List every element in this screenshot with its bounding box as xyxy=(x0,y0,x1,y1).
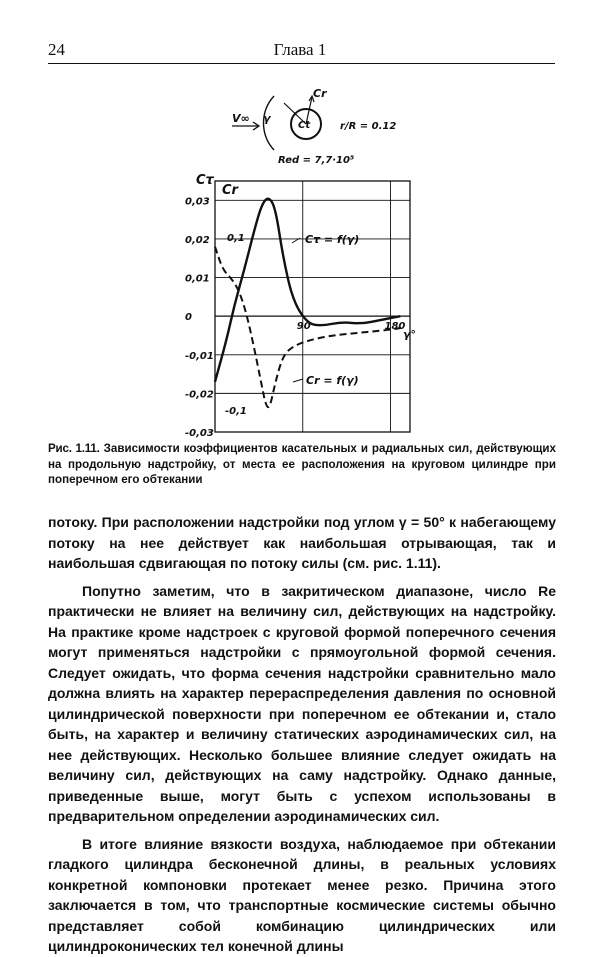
annotation-cr: Cr = f(γ) xyxy=(306,374,359,387)
y-tick-label: -0,03 xyxy=(185,428,214,439)
figure-caption xyxy=(48,441,556,488)
y-tick-label: 0,03 xyxy=(185,196,210,208)
gamma-label: γ xyxy=(263,112,271,125)
y-tick-label: -0,02 xyxy=(185,389,214,401)
paragraph-1: потоку. При расположении надстройки под углом γ = 50° к набегающему потоку на нее действует как наибольшая отрывающая, так и наибольшая сдвигающая по потоку силы (см. рис. 1.11). xyxy=(48,514,556,571)
body-text xyxy=(48,512,556,957)
y-tick-label: -0,01 xyxy=(185,350,214,362)
y-tick-label: 0 xyxy=(185,312,192,324)
ratio-label: r/R = 0.12 xyxy=(340,121,397,132)
x-tick-label: 90 xyxy=(296,321,311,333)
y-tick-label: 0,01 xyxy=(185,273,210,285)
secondary-tick-plus: 0,1 xyxy=(227,233,245,244)
secondary-tick-minus: -0,1 xyxy=(225,406,247,417)
coefficient-chart xyxy=(185,173,416,439)
y-axis-label-cr: Cr xyxy=(222,183,238,198)
cr-label: Cr xyxy=(313,87,327,100)
y-axis-label-ct: Cτ xyxy=(196,173,214,188)
paragraph-3: В итоге влияние вязкости воздуха, наблюдаемое при обтекании гладкого цилиндра бесконечной длины, в реальных условиях конкретной компоновки протекает менее резко. Причина этого заключается в том, что транспортные космические системы обычно представляет собой комбинацию цилиндрических или цилиндроконических тел конечной длины xyxy=(48,835,556,954)
y-tick-label: 0,02 xyxy=(185,234,210,246)
page-number: 24 xyxy=(48,40,65,59)
x-tick-label: 180 xyxy=(384,321,406,333)
y-tick-labels xyxy=(185,196,214,439)
inset-schematic xyxy=(232,87,396,166)
caption-label: Рис. 1.11. xyxy=(48,442,100,455)
annotation-leader-cr xyxy=(293,379,303,382)
annotation-ct: Cτ = f(γ) xyxy=(305,233,360,246)
paragraph-2: Попутно заметим, что в закритическом диапазоне, число Re практически не влияет на величину сил, действующих на надстройку. На практике кроме надстроек с круговой формой поперечного сечения могут применяться надстройки с прямоугольной формой сечения. Следует ожидать, что форма сечения надстройки сравнительно мало должна влиять на характер перераспределения давления по основной цилиндрической поверхности при поперечном ее обтекании и, стало быть, на характер и величину статических аэродинамических сил, на нее действующих. Несколько большее влияние следует ожидать на величину сил, действующих на саму надстройку. Однако данные, приведенные выше, могут быть с успехом использованы в предварительном определении аэродинамических сил. xyxy=(48,582,556,824)
reynolds-label: Red = 7,7·10⁵ xyxy=(278,155,355,166)
caption-text: Зависимости коэффициентов касательных и радиальных сил, действующих на продольную надстройку, от места ее расположения на круговом цилиндре при поперечном его обтекании xyxy=(48,442,556,486)
ct-label: Ct xyxy=(298,120,311,131)
x-axis-label: γ° xyxy=(403,328,416,341)
velocity-label: V∞ xyxy=(232,112,250,125)
figure-1-11 xyxy=(0,0,600,440)
running-header-chapter: Глава 1 xyxy=(273,40,327,59)
